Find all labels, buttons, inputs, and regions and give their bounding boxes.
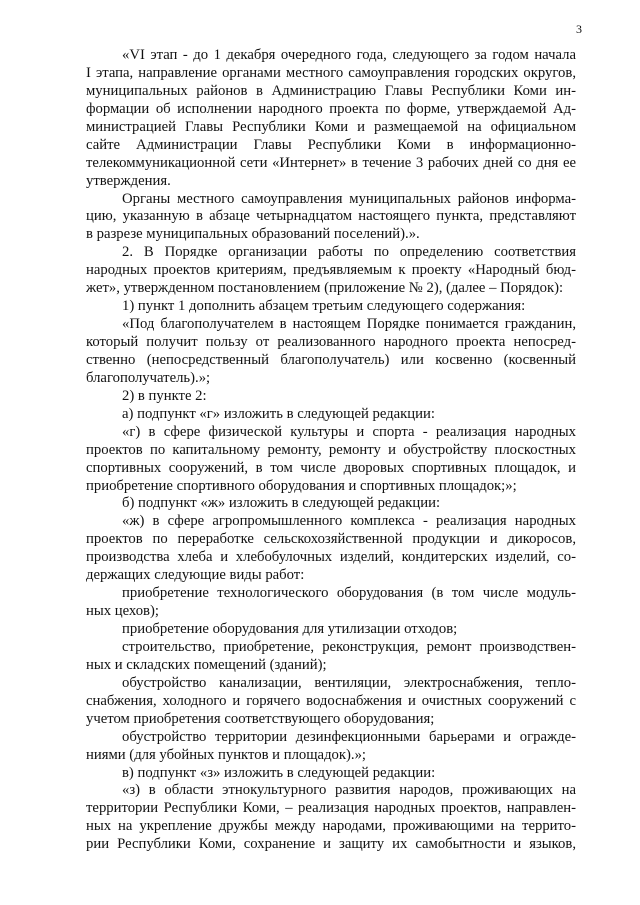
text-line: жет», утвержденном постановлением (приложение № 2), (далее – Порядок): [86,280,564,297]
text-line: а) подпункт «г» изложить в следующей редакции: [122,405,435,422]
text-line: ниями (для убойных пунктов и площадок).»; [86,746,367,763]
text-line: «ж) в сфере агропромышленного комплекса - реализация народных [122,513,576,530]
text-line: ных на укрепление дружбы между народами, проживающими на террито- [86,818,576,835]
text-line: спортивных сооружений, в том числе дворовых спортивных площадок, и [86,459,576,476]
text-line: учетом приобретения соответствующего оборудования; [86,710,435,727]
text-line: благополучатель).»; [86,369,211,386]
text-line: снабжения, холодного и горячего водоснабжения и очистных сооружений с [86,692,576,709]
text-line: ственно (непосредственный благополучатель) или косвенно (косвенный [86,351,576,368]
text-line: министрацией Главы Республики Коми и размещаемой на официальном [86,118,576,135]
text-line: телекоммуникационной сети «Интернет» в течение 3 рабочих дней со дня ее [86,154,576,171]
text-line: приобретение спортивного оборудования и спортивных площадок;»; [86,477,517,494]
text-line: народных проектов критериям, предъявляемым к проекту «Народный бюд- [86,262,576,279]
text-line: производства хлеба и хлебобулочных изделий, кондитерских изделий, со- [86,549,576,566]
text-line: ных цехов); [86,603,159,620]
text-line: в) подпункт «з» изложить в следующей редакции: [122,764,436,781]
page-number: 3 [576,22,582,36]
text-line: приобретение технологического оборудования (в том числе модуль- [122,585,576,602]
text-line: приобретение оборудования для утилизации отходов; [122,621,458,637]
text-line: территории Республики Коми, – реализация народных проектов, направлен- [86,800,576,817]
text-line: рии Республики Коми, сохранение и защиту их самобытности и языков, [86,836,576,853]
text-line: строительство, приобретение, реконструкция, ремонт производствен- [122,638,576,655]
text-line: 1) пункт 1 дополнить абзацем третьим следующего содержания: [122,298,526,315]
text-line: проектов по капитальному ремонту, ремонту и обустройству плоскостных [86,441,576,458]
text-line: «г) в сфере физической культуры и спорта - реализация народных [122,423,576,440]
text-line: формации об исполнении народного проекта по форме, утверждаемой Ад- [86,100,576,117]
text-line: «з) в области этнокультурного развития народов, проживающих на [122,782,576,799]
text-line: который получит пользу от реализованного народного проекта непосред- [86,334,576,350]
text-line: проектов по переработке сельскохозяйственной продукции и дикоросов, [86,531,576,548]
text-line: ных и складских помещений (зданий); [86,656,327,673]
text-line: 2. В Порядке организации работы по определению соответствия [122,244,576,261]
text-line: 2) в пункте 2: [122,387,207,404]
text-line: «Под благополучателем в настоящем Порядке понимается гражданин, [122,316,576,333]
text-line: цию, указанную в абзаце четырнадцатом настоящего пункта, представляют [86,208,576,225]
text-line: обустройство территории дезинфекционными барьерами и огражде- [122,728,576,745]
text-line: сайте Администрации Главы Республики Коми в информационно- [86,136,576,153]
body-text [86,47,576,854]
text-line: держащих следующие виды работ: [86,567,305,584]
text-line: Органы местного самоуправления муниципальных районов информа- [122,190,576,207]
text-line: «VI этап - до 1 декабря очередного года, следующего за годом начала [122,47,576,63]
text-line: утверждения. [86,172,171,189]
text-line: I этапа, направление органами местного самоуправления городских округов, [86,64,576,81]
text-line: обустройство канализации, вентиляции, электроснабжения, тепло- [122,674,576,691]
text-line: б) подпункт «ж» изложить в следующей редакции: [122,495,441,512]
text-line: в разрезе муниципальных образований поселений).». [86,226,420,243]
text-line: муниципальных районов в Администрацию Главы Республики Коми ин- [86,82,576,99]
